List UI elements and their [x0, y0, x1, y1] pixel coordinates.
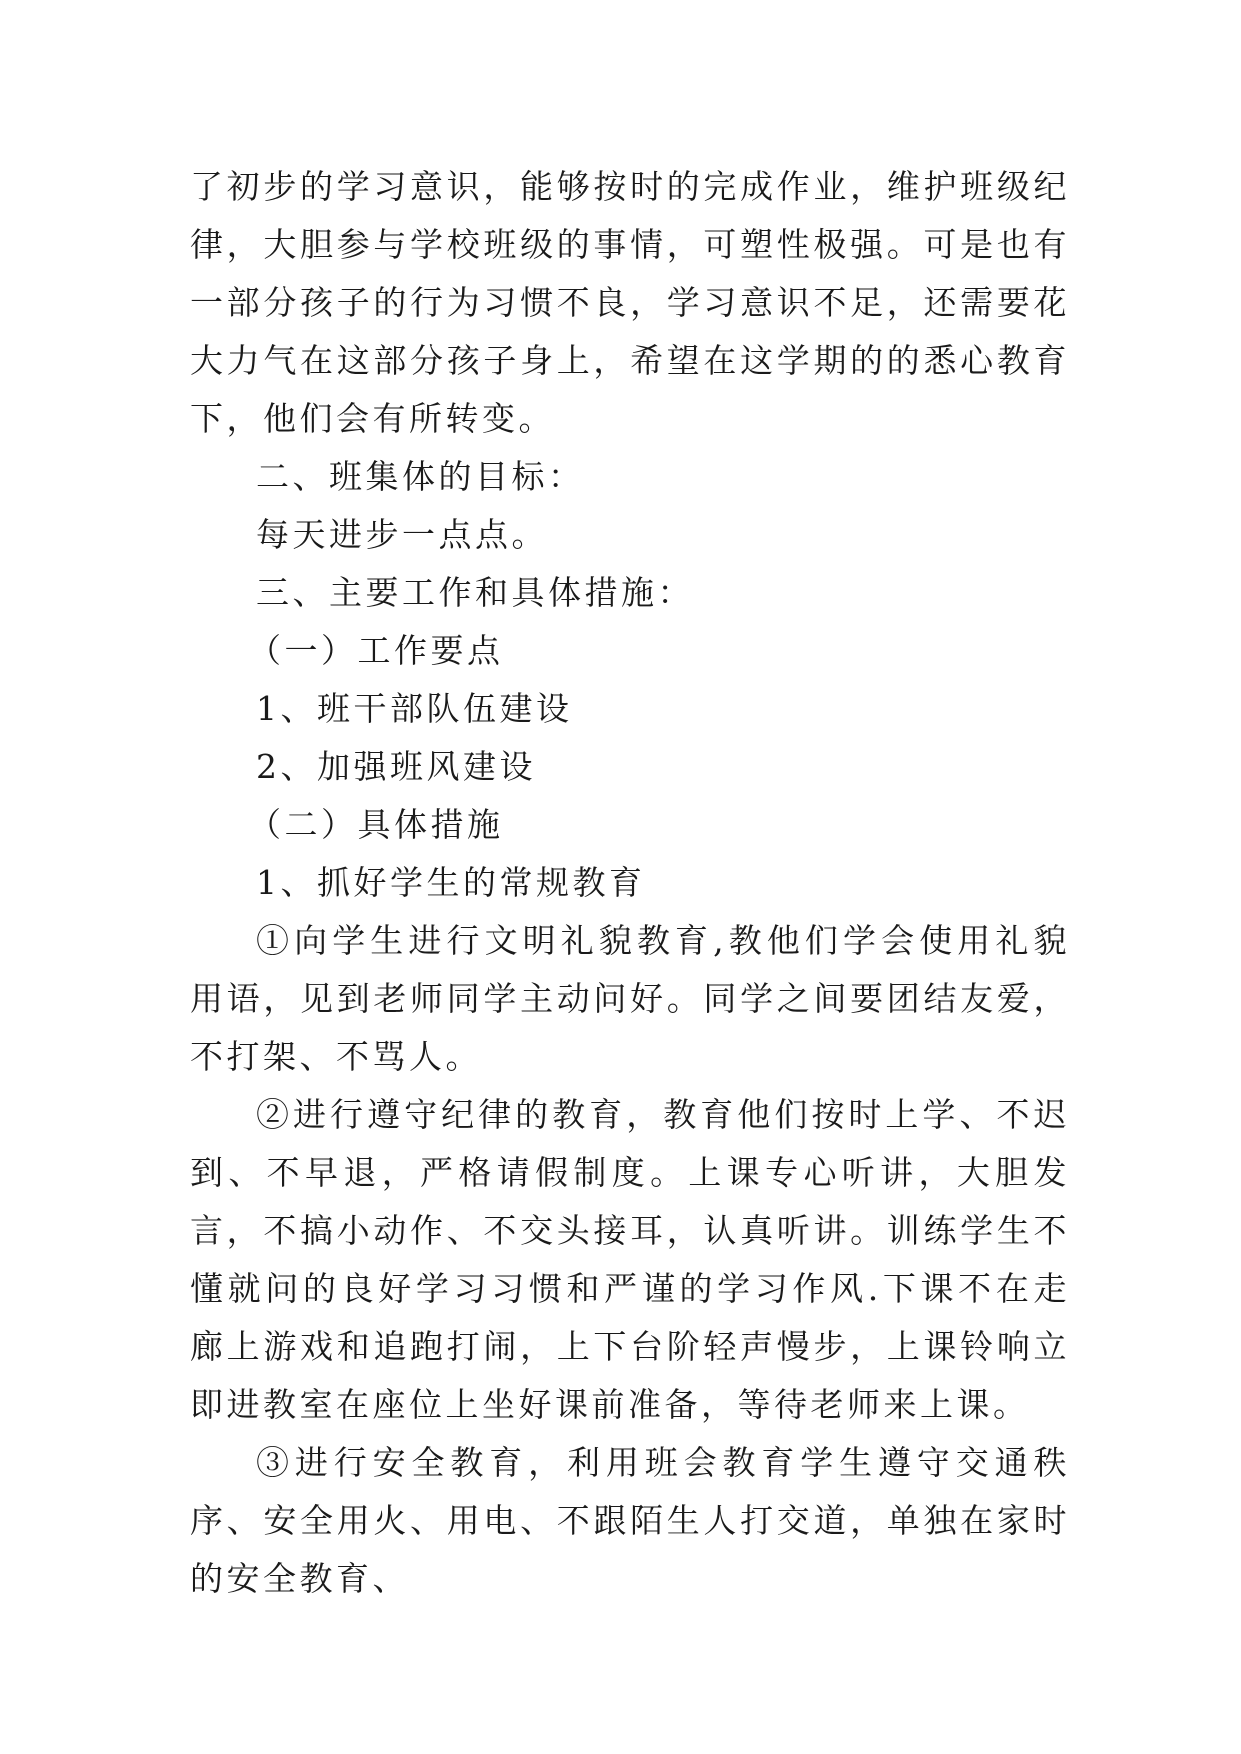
paragraph-safety-education: ③进行安全教育，利用班会教育学生遵守交通秩序、安全用火、用电、不跟陌生人打交道，单独在家时的安全教育、 — [190, 1443, 1070, 1598]
heading-class-goal: 二、班集体的目标： — [256, 457, 585, 496]
heading-main-work: 三、主要工作和具体措施： — [256, 573, 694, 612]
paragraph-class-goal: 每天进步一点点。 — [256, 515, 548, 554]
list-item-routine-education: 1、抓好学生的常规教育 — [256, 863, 646, 902]
list-item-cadre-team: 1、班干部队伍建设 — [256, 689, 573, 728]
document-body — [190, 158, 1070, 1608]
subheading-measures: （二）具体措施 — [248, 805, 504, 844]
paragraph-class-status: 了初步的学习意识，能够按时的完成作业，维护班级纪律，大胆参与学校班级的事情，可塑性极强。可是也有一部分孩子的行为习惯不良，学习意识不足，还需要花大力气在这部分孩子身上，希望在这学期的的悉心教育下，他们会有所转变。 — [190, 167, 1070, 438]
paragraph-discipline-education: ②进行遵守纪律的教育，教育他们按时上学、不迟到、不早退，严格请假制度。上课专心听讲，大胆发言，不搞小动作、不交头接耳，认真听讲。训练学生不懂就问的良好学习习惯和严谨的学习作风.下课不在走廊上游戏和追跑打闹，上下台阶轻声慢步，上课铃响立即进教室在座位上坐好课前准备，等待老师来上课。 — [190, 1095, 1070, 1424]
list-item-class-style: 2、加强班风建设 — [256, 747, 536, 786]
subheading-work-points: （一）工作要点 — [248, 631, 504, 670]
paragraph-courtesy-education: ①向学生进行文明礼貌教育,教他们学会使用礼貌用语，见到老师同学主动问好。同学之间要团结友爱，不打架、不骂人。 — [190, 921, 1070, 1076]
